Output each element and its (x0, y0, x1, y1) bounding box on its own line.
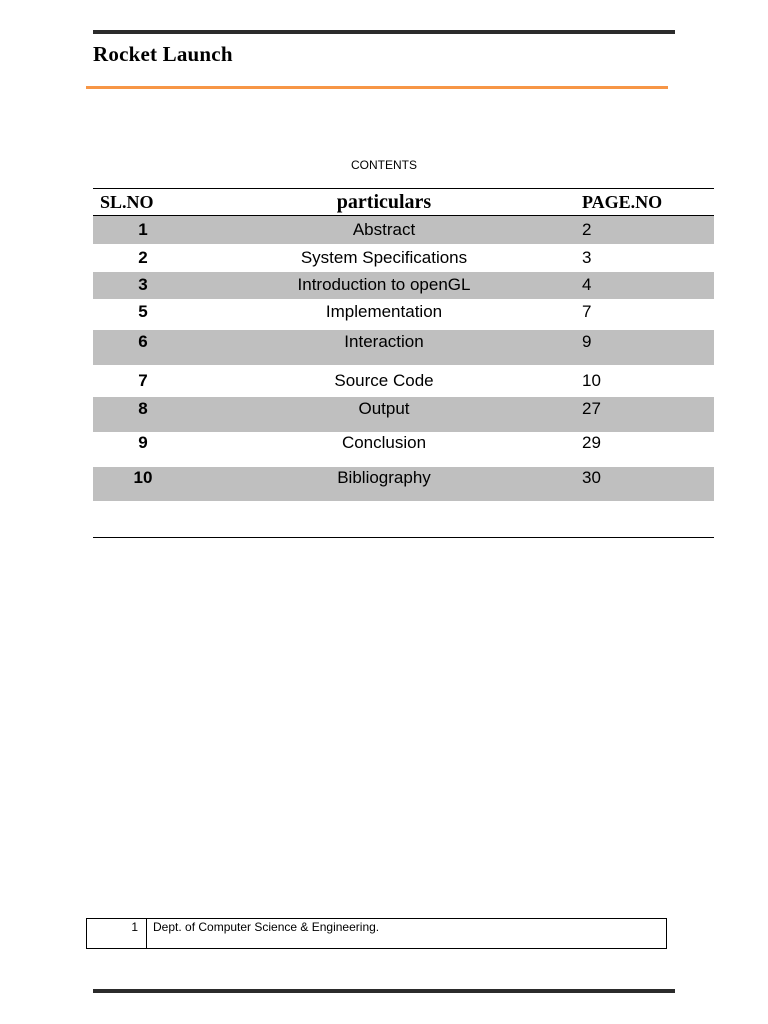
column-header-page-no: PAGE.NO (575, 189, 714, 216)
table-bottom-rule (93, 537, 714, 538)
row-sl-no: 2 (138, 247, 148, 267)
table-row (93, 299, 714, 330)
row-page-no: 10 (582, 370, 601, 390)
row-particular: Implementation (325, 301, 443, 321)
row-particular: Conclusion (341, 432, 427, 452)
row-particular: Source Code (334, 370, 434, 390)
row-particular: Introduction to openGL (193, 272, 575, 299)
row-particular: Interaction (193, 330, 575, 365)
column-header-sl-no: SL.NO (93, 189, 193, 216)
table-row (93, 330, 714, 365)
row-sl-no: 1 (93, 216, 193, 244)
row-page-no: 3 (582, 247, 592, 267)
contents-table (93, 188, 714, 501)
row-particular: Bibliography (193, 467, 575, 501)
row-page-no: 27 (575, 397, 714, 432)
row-page-no: 29 (582, 432, 601, 452)
table-row (93, 216, 714, 244)
row-sl-no: 8 (93, 397, 193, 432)
document-title: Rocket Launch (93, 42, 233, 66)
row-page-no: 9 (575, 330, 714, 365)
row-sl-no: 9 (138, 432, 148, 452)
column-header-particulars: particulars (193, 189, 575, 216)
row-sl-no: 10 (93, 467, 193, 501)
contents-heading: CONTENTS (351, 158, 417, 172)
footer-page-number: 1 (87, 919, 147, 948)
row-sl-no: 5 (138, 301, 148, 321)
row-page-no: 4 (575, 272, 714, 299)
row-particular: Abstract (193, 216, 575, 244)
row-sl-no: 3 (93, 272, 193, 299)
row-sl-no: 6 (93, 330, 193, 365)
top-border-rule (93, 30, 675, 34)
row-page-no: 2 (575, 216, 714, 244)
row-sl-no: 7 (138, 370, 148, 390)
row-page-no: 7 (582, 301, 592, 321)
bottom-border-rule (93, 989, 675, 993)
row-particular: Output (193, 397, 575, 432)
row-page-no: 30 (575, 467, 714, 501)
row-particular: System Specifications (300, 247, 468, 267)
page-footer (86, 918, 667, 949)
table-row (93, 244, 714, 272)
footer-department: Dept. of Computer Science & Engineering. (153, 920, 380, 934)
table-row (93, 397, 714, 432)
table-row (93, 272, 714, 299)
table-row (93, 467, 714, 501)
table-row (93, 365, 714, 397)
table-header-row (93, 189, 714, 216)
table-row (93, 432, 714, 467)
header-accent-rule (86, 86, 668, 89)
